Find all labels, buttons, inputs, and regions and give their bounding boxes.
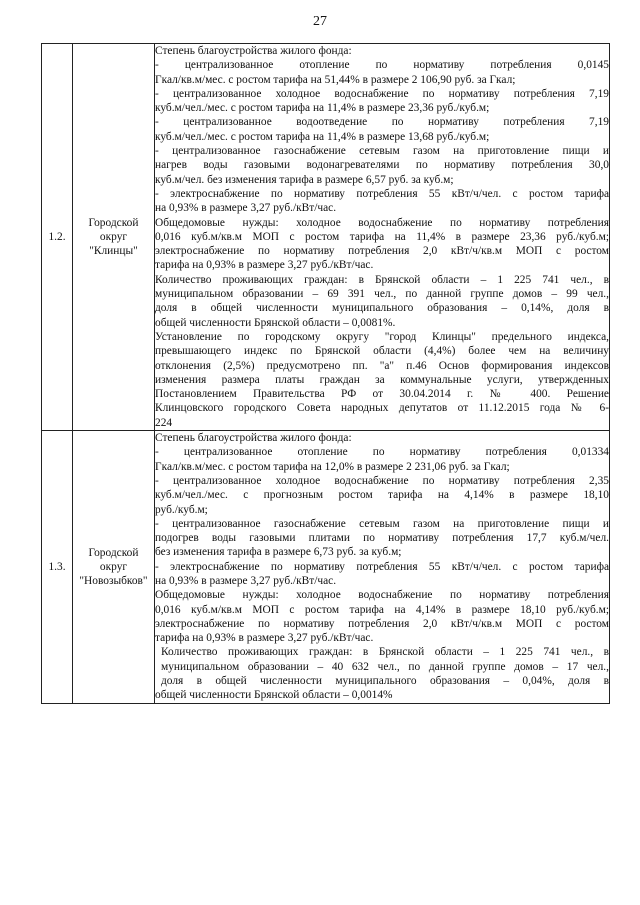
tariff-table — [41, 43, 610, 704]
description-line: Количество проживающих граждан: в Брянской области – 1 225 741 чел., в — [161, 646, 609, 659]
description-line: Общедомовые нужды: холодное водоснабжение по нормативу потребления — [155, 216, 609, 229]
description-line: доля в общей численности муниципального образования – 0,04%, доля в — [161, 675, 609, 688]
municipality-name-line: Городской — [88, 546, 139, 559]
description-line: общей численности Брянской области – 0,0081%. — [155, 316, 396, 329]
description-line: Постановлением Правительства РФ от 30.04.2014 г. № 400. Решение — [155, 388, 609, 401]
description-line: куб.м/чел./мес. с прогнозным ростом тарифа на 4,14% в размере 18,10 — [155, 489, 609, 502]
description-line: куб.м/чел./мес. с ростом тарифа на 11,4% в размере 13,68 руб./куб.м; — [155, 130, 490, 143]
description-line: на 0,93% в размере 3,27 руб./кВт/час. — [155, 574, 337, 587]
description-line: - электроснабжение по нормативу потребления 55 кВт/ч/чел. с ростом тарифа — [155, 560, 609, 573]
municipality-name-line: Городской — [88, 217, 139, 229]
description-line: - централизованное отопление по нормативу потребления 0,0145 — [155, 59, 609, 72]
description-line: на 0,93% в размере 3,27 руб./кВт/час. — [155, 202, 337, 215]
tariff-description — [155, 44, 610, 431]
description-line: отклонения (2,5%) предусмотрено пп. "а" п.46 Основ формирования индексов — [155, 359, 609, 372]
description-line: 224 — [155, 416, 173, 429]
description-line: изменения размера платы граждан за коммунальные услуги, утвержденных — [155, 373, 609, 386]
description-line: Гкал/кв.м/мес. с ростом тарифа на 51,44% в размере 2 106,90 руб. за Гкал; — [155, 73, 516, 86]
description-line: без изменения тарифа в размере 6,73 руб. за куб.м; — [155, 546, 402, 559]
page-number: 27 — [313, 14, 327, 29]
description-line: Установление по городскому округу "город Клинцы" предельного индекса, — [155, 330, 609, 343]
description-line: доля в общей численности муниципального образования – 0,14%, доля в — [155, 302, 609, 315]
municipality-name — [73, 431, 155, 704]
description-line: - централизованное холодное водоснабжение по нормативу потребления 2,35 — [155, 474, 609, 487]
table-body — [42, 44, 610, 704]
description-line: муниципальном образовании – 69 391 чел., по данной группе домов – 99 чел., — [155, 288, 609, 301]
description-line: - электроснабжение по нормативу потребления 55 кВт/ч/чел. с ростом тарифа — [155, 187, 609, 200]
description-line: 0,016 куб.м/кв.м МОП с ростом тарифа на 4,14% в размере 18,10 руб./куб.м; — [155, 603, 609, 616]
description-line: руб./куб.м; — [155, 503, 208, 516]
description-line: куб.м/чел. без изменения тарифа в размере 6,57 руб. за куб.м; — [155, 173, 454, 186]
description-line: Степень благоустройства жилого фонда: — [155, 432, 352, 445]
tariff-description — [155, 431, 610, 704]
municipality-name — [73, 44, 155, 431]
description-line: Степень благоустройства жилого фонда: — [155, 45, 352, 57]
table-row — [42, 44, 610, 431]
description-line: 0,016 куб.м/кв.м МОП с ростом тарифа на 11,4% в размере 23,36 руб./куб.м; — [155, 230, 609, 243]
row-number: 1.3. — [42, 431, 73, 704]
municipality-name-line: "Клинцы" — [89, 245, 138, 257]
description-line: - централизованное водоотведение по нормативу потребления 7,19 — [155, 116, 609, 129]
description-line: электроснабжение по нормативу потребления 2,0 кВт/ч/кв.м МОП с ростом — [155, 245, 609, 258]
description-line: Клинцовского городского Совета народных депутатов от 11.12.2015 года № 6- — [155, 402, 609, 415]
description-line: превышающего индекс по Брянской области (4,4%) более чем на величину — [155, 345, 609, 358]
municipality-name-line: округ — [99, 560, 128, 573]
description-line: - централизованное холодное водоснабжение по нормативу потребления 7,19 — [155, 87, 609, 100]
description-line: - централизованное отопление по нормативу потребления 0,01334 — [155, 446, 609, 459]
row-number: 1.2. — [42, 44, 73, 431]
description-line: Гкал/кв.м/мес. с ростом тарифа на 12,0% в размере 2 231,06 руб. за Гкал; — [155, 460, 510, 473]
description-line: тарифа на 0,93% в размере 3,27 руб./кВт/час. — [155, 259, 374, 272]
description-line: муниципальном образовании – 40 632 чел., по данной группе домов – 17 чел., — [161, 660, 609, 673]
description-line: нагрев воды газовыми водонагревателями по нормативу потребления 30,0 — [155, 159, 609, 172]
description-line: Общедомовые нужды: холодное водоснабжение по нормативу потребления — [155, 589, 609, 602]
description-line: общей численности Брянской области – 0,0014% — [155, 689, 393, 702]
table-row — [42, 431, 610, 704]
description-line: Количество проживающих граждан: в Брянской области – 1 225 741 чел., в — [155, 273, 609, 286]
description-line: подогрев воды газовыми плитами по нормативу потребления 17,7 куб.м/чел. — [155, 532, 609, 545]
municipality-name-line: "Новозыбков" — [79, 574, 148, 587]
description-line: - централизованное газоснабжение сетевым газом на приготовление пищи и — [155, 145, 609, 158]
description-line: электроснабжение по нормативу потребления 2,0 кВт/ч/кв.м МОП с ростом — [155, 617, 609, 630]
description-line: куб.м/чел./мес. с ростом тарифа на 11,4% в размере 23,36 руб./куб.м; — [155, 102, 490, 115]
description-line: - централизованное газоснабжение сетевым газом на приготовление пищи и — [155, 517, 609, 530]
description-line: тарифа на 0,93% в размере 3,27 руб./кВт/час. — [155, 632, 374, 645]
municipality-name-line: округ — [99, 231, 128, 243]
